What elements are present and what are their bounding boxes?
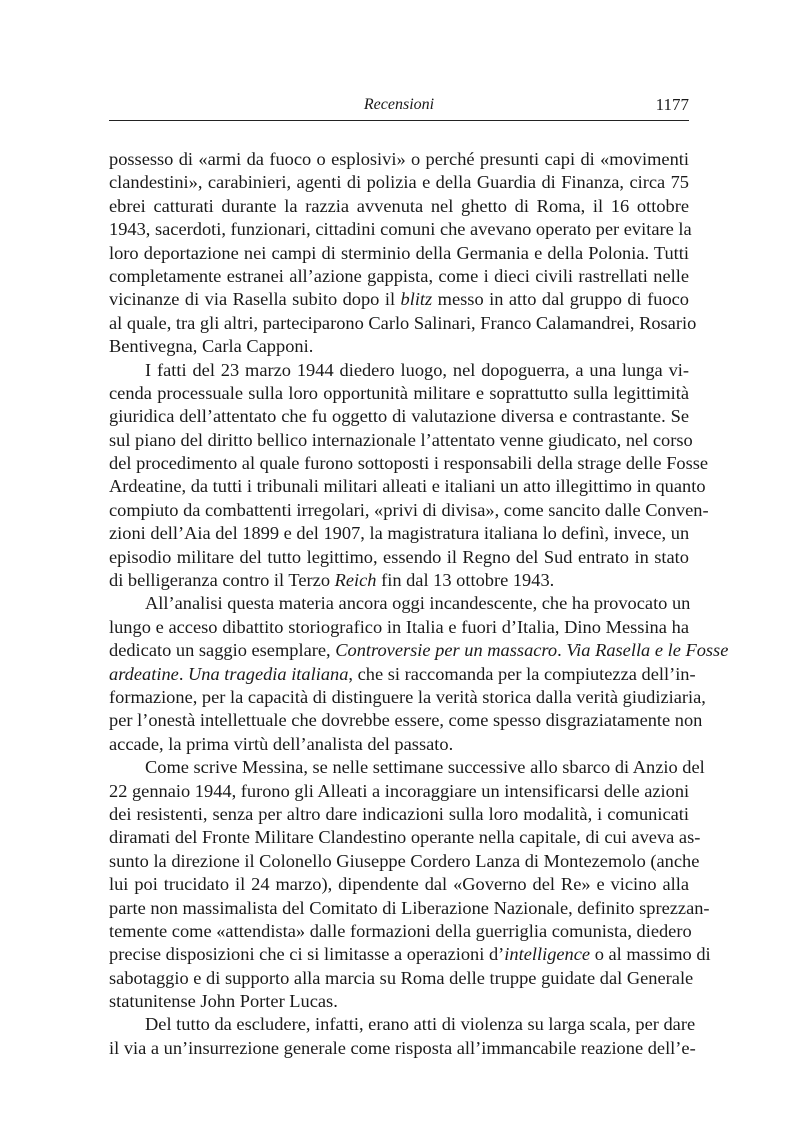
text-segment: dedicato un saggio esemplare, bbox=[109, 640, 336, 661]
text-segment: episodio militare del tutto legittimo, essendo il Regno del Sud entrato in stato bbox=[109, 546, 689, 567]
text-line bbox=[109, 546, 689, 569]
text-segment: completamente estranei all’azione gappista, come i dieci civili rastrellati nelle bbox=[109, 265, 689, 286]
text-segment: vicinanze di via Rasella subito dopo il bbox=[109, 289, 401, 310]
italic-text: blitz bbox=[400, 289, 433, 310]
text-line bbox=[109, 265, 689, 288]
text-segment: messo in atto dal gruppo di fuoco bbox=[432, 289, 689, 310]
text-line bbox=[109, 359, 689, 382]
running-header bbox=[109, 94, 689, 121]
text-segment: formazione, per la capacità di distinguere la verità storica dalla verità giudiziaria, bbox=[109, 686, 706, 707]
text-segment: sabotaggio e di supporto alla marcia su Roma delle truppe guidate dal Generale bbox=[109, 967, 694, 988]
text-segment: lungo e acceso dibattito storiografico in Italia e fuori d’Italia, Dino Messina ha bbox=[109, 616, 689, 637]
text-line bbox=[109, 897, 710, 920]
text-segment: il via a un’insurrezione generale come risposta all’immancabile reazione dell’e- bbox=[109, 1037, 696, 1058]
text-segment: ebrei catturati durante la razzia avvenuta nel ghetto di Roma, il 16 ottobre bbox=[109, 195, 689, 216]
text-line bbox=[109, 639, 729, 662]
text-segment: clandestini», carabinieri, agenti di polizia e della Guardia di Finanza, circa 75 bbox=[109, 172, 689, 193]
text-line bbox=[109, 569, 689, 592]
text-line bbox=[109, 148, 689, 171]
text-line bbox=[109, 780, 689, 803]
text-line bbox=[109, 943, 711, 966]
text-line bbox=[109, 218, 692, 241]
text-line bbox=[109, 171, 689, 194]
text-segment: . bbox=[557, 640, 567, 661]
text-line bbox=[109, 475, 706, 498]
text-line bbox=[109, 920, 692, 943]
text-line bbox=[109, 429, 693, 452]
text-segment: sunto la direzione il Colonello Giuseppe Cordero Lanza di Montezemolo (anche bbox=[109, 850, 700, 871]
text-segment: del procedimento al quale furono sottoposti i responsabili della strage delle Fosse bbox=[109, 453, 709, 474]
text-segment: dei resistenti, senza per altro dare indicazioni sulla loro modalità, i comunicati bbox=[109, 803, 689, 824]
text-line bbox=[109, 499, 709, 522]
italic-text: Via Rasella e le Fosse bbox=[566, 640, 729, 661]
text-segment: fin dal 13 ottobre 1943. bbox=[376, 570, 555, 591]
text-line bbox=[109, 756, 705, 779]
text-line bbox=[109, 452, 709, 475]
text-segment: lui poi trucidato il 24 marzo), dipendente dal «Governo del Re» e vicino alla bbox=[109, 874, 689, 895]
italic-text: Controversie per un massacro bbox=[335, 640, 558, 661]
text-segment: zioni dell’Aia del 1899 e del 1907, la magistratura italiana lo definì, invece, un bbox=[109, 523, 690, 544]
text-line bbox=[109, 803, 689, 826]
text-segment: parte non massimalista del Comitato di Liberazione Nazionale, definito sprezzan- bbox=[109, 897, 710, 918]
text-line bbox=[109, 592, 689, 615]
text-line bbox=[109, 686, 706, 709]
text-segment: 22 gennaio 1944, furono gli Alleati a incoraggiare un intensificarsi delle azioni bbox=[109, 780, 690, 801]
text-line bbox=[109, 709, 703, 732]
italic-text: Una tragedia italiana bbox=[188, 663, 349, 684]
italic-text: Reich bbox=[334, 570, 377, 591]
text-line bbox=[109, 382, 689, 405]
text-segment: per l’onestà intellettuale che dovrebbe essere, come spesso disgraziatamente non bbox=[109, 710, 703, 731]
text-segment: possesso di «armi da fuoco o esplosivi» o perché presunti capi di «movimenti bbox=[109, 149, 689, 169]
text-line bbox=[109, 826, 701, 849]
text-segment: accade, la prima virtù dell’analista del passato. bbox=[109, 733, 454, 754]
text-line bbox=[109, 1013, 696, 1036]
text-segment: 1943, sacerdoti, funzionari, cittadini comuni che avevano operato per evitare la bbox=[109, 219, 692, 240]
italic-text: intelligence bbox=[504, 944, 591, 965]
text-segment: Del tutto da escludere, infatti, erano atti di violenza su larga scala, per dare bbox=[145, 1014, 696, 1035]
text-segment: , che si raccomanda per la compiutezza dell’in- bbox=[348, 663, 696, 684]
text-segment: sul piano del diritto bellico internazionale l’attentato venne giudicato, nel corso bbox=[109, 429, 693, 450]
text-segment: di belligeranza contro il Terzo bbox=[109, 570, 335, 591]
text-segment: Bentivegna, Carla Capponi. bbox=[109, 336, 314, 357]
text-line bbox=[109, 288, 689, 311]
running-title: Recensioni bbox=[363, 96, 435, 113]
text-line bbox=[109, 335, 689, 358]
text-segment: precise disposizioni che ci si limitasse a operazioni d’ bbox=[109, 944, 505, 965]
text-line bbox=[109, 616, 689, 639]
italic-text: ardeatine bbox=[109, 663, 179, 684]
text-segment: Ardeatine, da tutti i tribunali militari alleati e italiani un atto illegittimo in quanto bbox=[109, 476, 706, 497]
text-line bbox=[109, 242, 689, 265]
text-line bbox=[109, 405, 689, 428]
page-number: 1177 bbox=[655, 95, 689, 114]
text-segment: I fatti del 23 marzo 1944 diedero luogo, nel dopoguerra, a una lunga vi- bbox=[145, 359, 689, 380]
text-line bbox=[109, 990, 689, 1013]
text-segment: compiuto da combattenti irregolari, «privi di divisa», come sancito dalle Conven- bbox=[109, 499, 709, 520]
text-segment: giuridica dell’attentato che fu oggetto di valutazione diversa e contrastante. Se bbox=[109, 406, 689, 427]
text-segment: diramati del Fronte Militare Clandestino operante nella capitale, di cui aveva as- bbox=[109, 827, 701, 848]
text-segment: All’analisi questa materia ancora oggi incandescente, che ha provocato un bbox=[145, 593, 691, 614]
text-segment: statunitense John Porter Lucas. bbox=[109, 991, 338, 1012]
text-line bbox=[109, 663, 696, 686]
text-line bbox=[109, 522, 689, 545]
text-line bbox=[109, 195, 689, 218]
text-segment: loro deportazione nei campi di sterminio della Germania e della Polonia. Tutti bbox=[109, 242, 689, 263]
text-segment: o al massimo di bbox=[590, 944, 711, 965]
text-line bbox=[109, 733, 689, 756]
text-segment: . bbox=[178, 663, 189, 684]
text-segment: al quale, tra gli altri, parteciparono Carlo Salinari, Franco Calamandrei, Rosario bbox=[109, 312, 697, 333]
text-line bbox=[109, 312, 697, 335]
text-line bbox=[109, 873, 689, 896]
text-segment: Come scrive Messina, se nelle settimane successive allo sbarco di Anzio del bbox=[145, 757, 705, 778]
body-text bbox=[109, 148, 729, 1060]
text-line bbox=[109, 967, 694, 990]
text-line bbox=[109, 1037, 696, 1060]
text-segment: temente come «attendista» dalle formazioni della guerriglia comunista, diedero bbox=[109, 920, 692, 941]
text-segment: cenda processuale sulla loro opportunità militare e soprattutto sulla legittimità bbox=[109, 382, 689, 403]
text-line bbox=[109, 850, 700, 873]
